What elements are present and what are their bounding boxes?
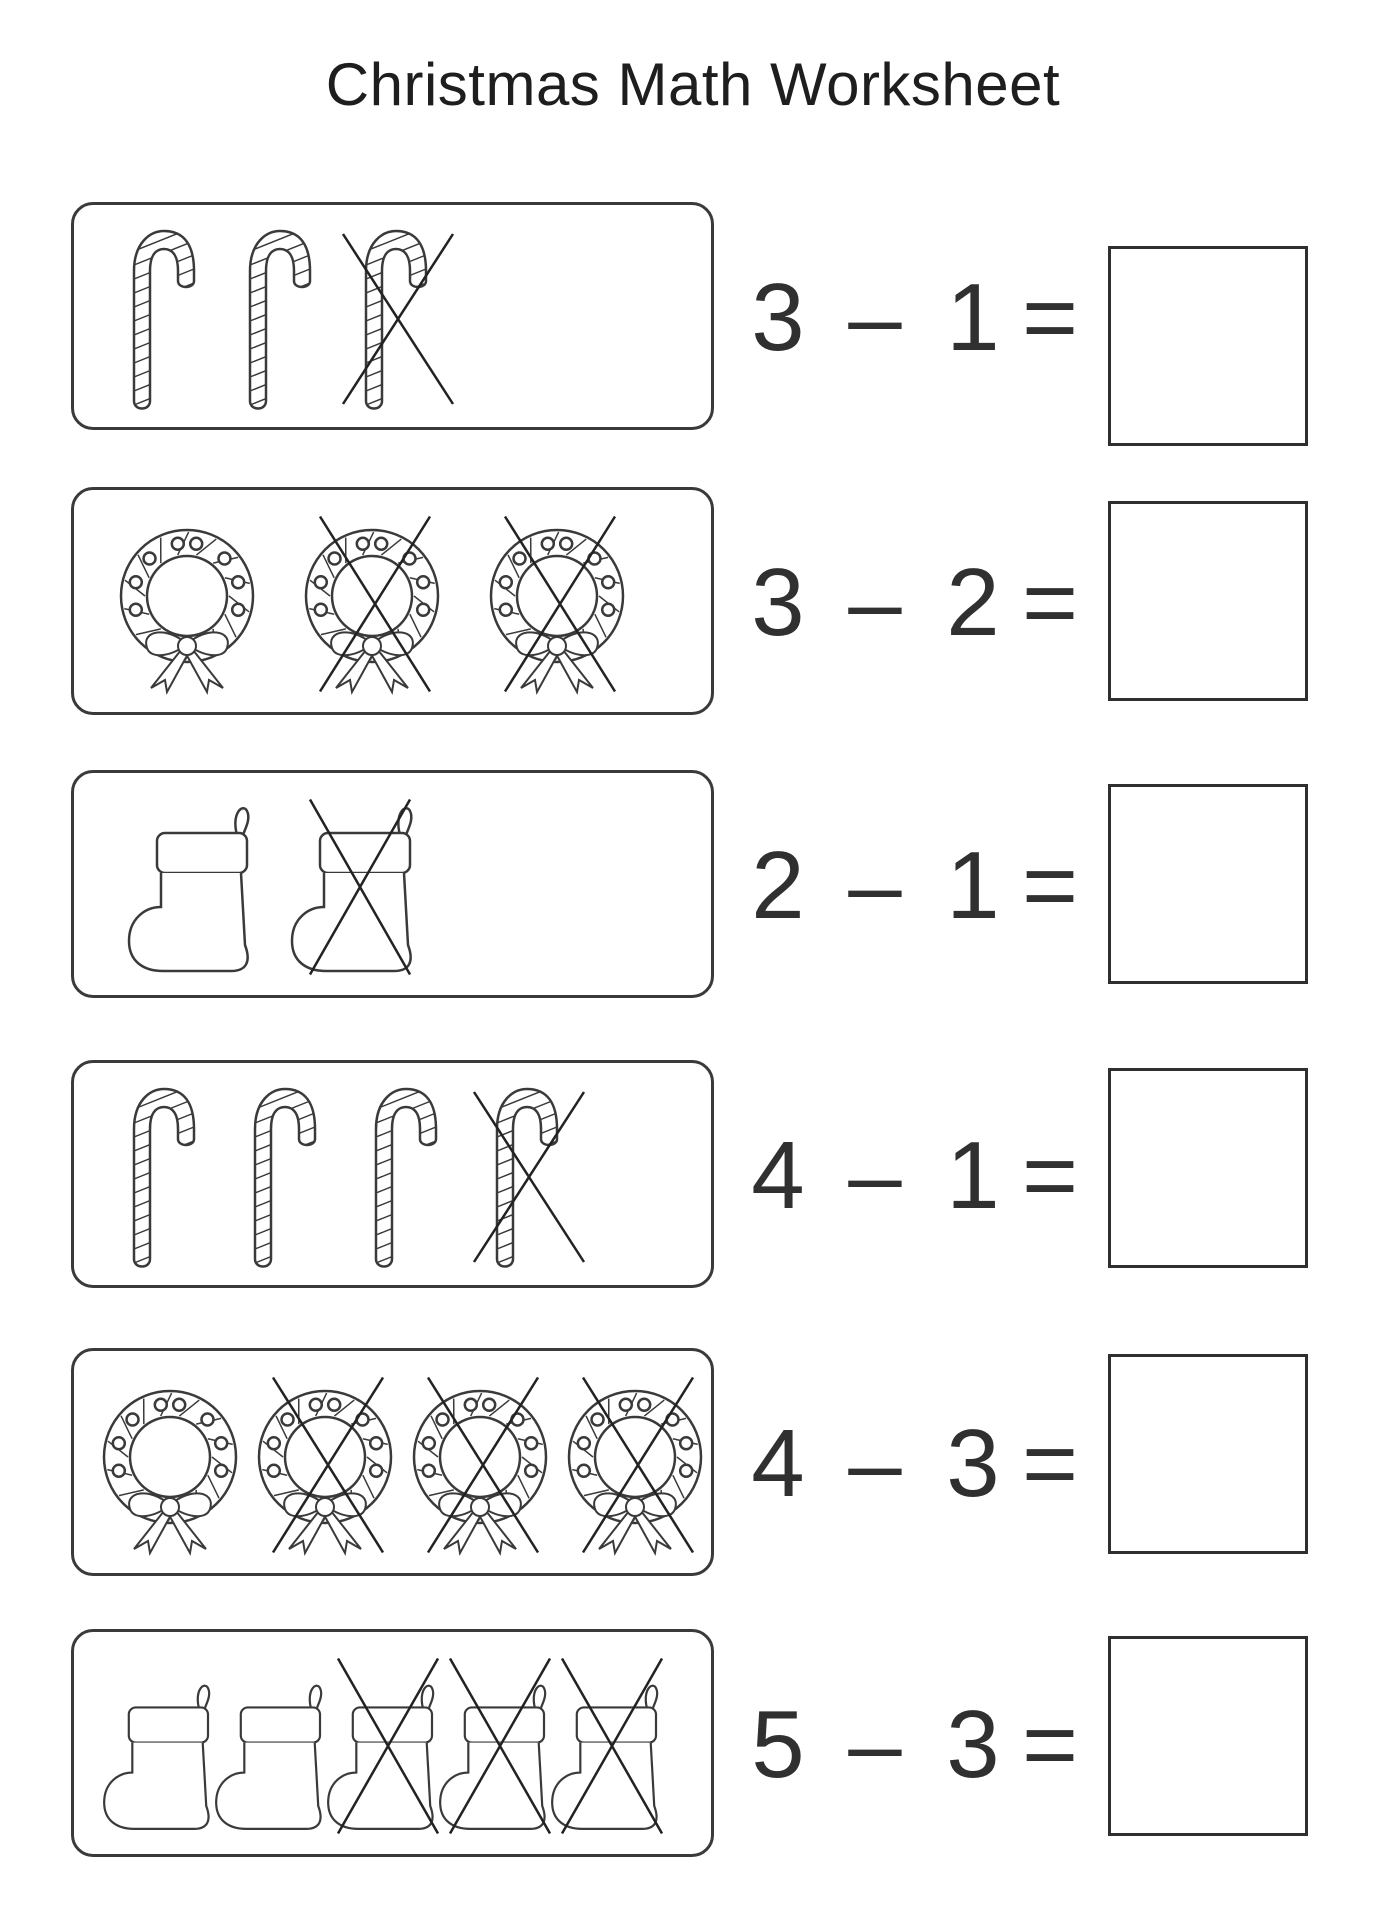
picture-box: [71, 487, 714, 715]
minus-sign: –: [848, 1122, 902, 1229]
answer-box[interactable]: [1108, 246, 1308, 446]
minuend: 5: [751, 1691, 805, 1798]
candy-cane-group-icon: [74, 1063, 717, 1291]
equals-sign: =: [1022, 1122, 1079, 1229]
equals-sign: =: [1022, 264, 1079, 371]
problem-row: [0, 487, 1386, 719]
picture-box: [71, 1629, 714, 1857]
minus-sign: –: [848, 549, 902, 656]
candy-cane-group-icon: [74, 205, 717, 433]
problem-row: [0, 1629, 1386, 1861]
candy-cane-icon: [114, 205, 214, 433]
subtrahend: 3: [946, 1691, 1000, 1798]
minus-sign: –: [848, 1691, 902, 1798]
stocking-icon: [104, 1686, 209, 1829]
wreath-icon: [104, 1391, 236, 1553]
stocking-group-icon: [74, 1632, 717, 1860]
candy-cane-icon: [235, 1063, 335, 1291]
candy-cane-icon: [230, 205, 330, 433]
wreath-icon: [121, 530, 253, 692]
equals-sign: =: [1022, 1691, 1079, 1798]
answer-box[interactable]: [1108, 784, 1308, 984]
answer-box[interactable]: [1108, 501, 1308, 701]
candy-cane-icon: [477, 1063, 577, 1291]
minuend: 2: [751, 832, 805, 939]
candy-cane-icon: [114, 1063, 214, 1291]
candy-cane-icon: [346, 205, 446, 433]
stocking-group-icon: [74, 773, 717, 1001]
problem-row: [0, 770, 1386, 1002]
equals-sign: =: [1022, 549, 1079, 656]
minuend: 4: [751, 1410, 805, 1517]
candy-cane-icon: [356, 1063, 456, 1291]
cross-out-mark: [474, 1092, 584, 1262]
answer-box[interactable]: [1108, 1636, 1308, 1836]
wreath-group-icon: [74, 490, 717, 718]
subtrahend: 3: [946, 1410, 1000, 1517]
minus-sign: –: [848, 1410, 902, 1517]
subtrahend: 2: [946, 549, 1000, 656]
stocking-icon: [129, 808, 248, 971]
wreath-group-icon: [74, 1351, 717, 1579]
subtrahend: 1: [946, 264, 1000, 371]
picture-box: [71, 1348, 714, 1576]
minuend: 3: [751, 549, 805, 656]
answer-box[interactable]: [1108, 1068, 1308, 1268]
subtrahend: 1: [946, 1122, 1000, 1229]
stocking-icon: [216, 1686, 321, 1829]
minus-sign: –: [848, 264, 902, 371]
minus-sign: –: [848, 832, 902, 939]
equals-sign: =: [1022, 1410, 1079, 1517]
cross-out-mark: [343, 234, 453, 404]
answer-box[interactable]: [1108, 1354, 1308, 1554]
problem-row: [0, 202, 1386, 434]
minuend: 3: [751, 264, 805, 371]
worksheet-title: Christmas Math Worksheet: [325, 51, 1061, 118]
subtrahend: 1: [946, 832, 1000, 939]
problem-row: [0, 1348, 1386, 1580]
picture-box: [71, 1060, 714, 1288]
problem-row: [0, 1060, 1386, 1292]
picture-box: [71, 770, 714, 998]
equals-sign: =: [1022, 832, 1079, 939]
picture-box: [71, 202, 714, 430]
minuend: 4: [751, 1122, 805, 1229]
